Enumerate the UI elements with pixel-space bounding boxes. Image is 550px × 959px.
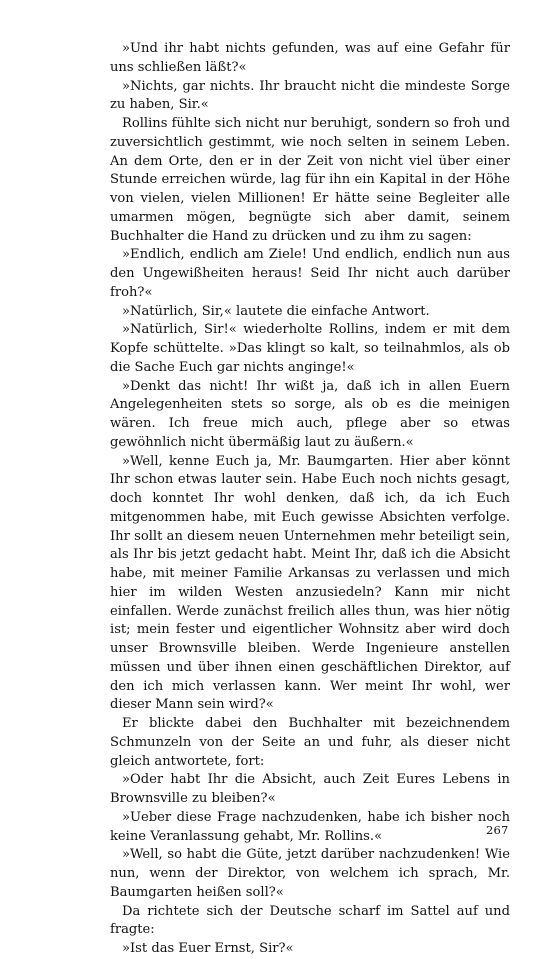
paragraph: »Well, kenne Euch ja, Mr. Baumgarten. Hier aber könnt Ihr schon etwas lauter sein. Habe Euch noch nichts gesagt, doch konntet Ihr wohl denken, daß ich, da ich Euch mitgenommen habe, mit Euch gewisse Absichten verfolge. Ihr sollt an diesem neuen Unternehmen mehr beteiligt sein, als Ihr bis jetzt gedacht habt. Meint Ihr, daß ich die Absicht habe, mit meiner Familie Arkansas zu verlassen und mich hier im wilden Westen anzusiedeln? Kann mir nicht einfallen. Werde zunächst freilich alles thun, was hier nötig ist; mein fester und eigentlicher Wohnsitz aber wird doch unser Brownsville bleiben. Werde Ingenieure anstellen müssen und über ihnen einen geschäftlichen Direktor, auf den ich mich verlassen kann. Wer meint Ihr wohl, wer dieser Mann sein wird?«: [110, 453, 510, 713]
paragraph: »Denkt das nicht! Ihr wißt ja, daß ich in allen Euern Angelegenheiten stets so sorge, als ob es die meinigen wären. Ich freue mich auch, pflege aber so etwas gewöhnlich nicht übermäßig laut zu äußern.«: [110, 378, 510, 450]
paragraph: Er blickte dabei den Buchhalter mit bezeichnendem Schmunzeln von der Seite an und fuhr, als dieser nicht gleich antwortete, fort:: [110, 716, 510, 769]
paragraph: »Natürlich, Sir,« lautete die einfache Antwort.: [122, 303, 430, 319]
paragraph: »Oder habt Ihr die Absicht, auch Zeit Eures Lebens in Brownsville zu bleiben?«: [110, 772, 510, 806]
paragraph: »Natürlich, Sir!« wiederholte Rollins, indem er mit dem Kopfe schüttelte. »Das klingt so kalt, so teilnahmlos, als ob die Sache Euch gar nichts anginge!«: [110, 322, 510, 375]
paragraph: »Ist das Euer Ernst, Sir?«: [122, 941, 294, 956]
paragraph: Da richtete sich der Deutsche scharf im Sattel auf und fragte:: [110, 903, 510, 938]
paragraph: »Nichts, gar nichts. Ihr braucht nicht die mindeste Sorge zu haben, Sir.«: [110, 78, 510, 113]
page-number: 267: [486, 823, 509, 837]
page-text-block: [110, 40, 510, 959]
paragraph: »Und ihr habt nichts gefunden, was auf eine Gefahr für uns schließen läßt?«: [110, 41, 510, 75]
paragraph: Rollins fühlte sich nicht nur beruhigt, sondern so froh und zuversichtlich gestimmt, wie noch selten in seinem Leben. An dem Orte, den er in der Zeit von nicht viel über einer Stunde erreichen würde, lag für ihn ein Kapital in der Höhe von vielen, vielen Millionen! Er hätte seine Begleiter alle umarmen mögen, begnügte sich aber damit, seinem Buchhalter die Hand zu drücken und zu ihm zu sagen:: [110, 116, 510, 244]
paragraph: »Ueber diese Frage nachzudenken, habe ich bisher noch keine Veranlassung gehabt, Mr. Rollins.«: [110, 809, 510, 844]
paragraph: »Well, so habt die Güte, jetzt darüber nachzudenken! Wie nun, wenn der Direktor, von welchem ich sprach, Mr. Baumgarten heißen soll?«: [110, 847, 510, 900]
paragraph: »Endlich, endlich am Ziele! Und endlich, endlich nun aus den Ungewißheiten heraus! Seid Ihr nicht auch darüber froh?«: [110, 247, 510, 300]
